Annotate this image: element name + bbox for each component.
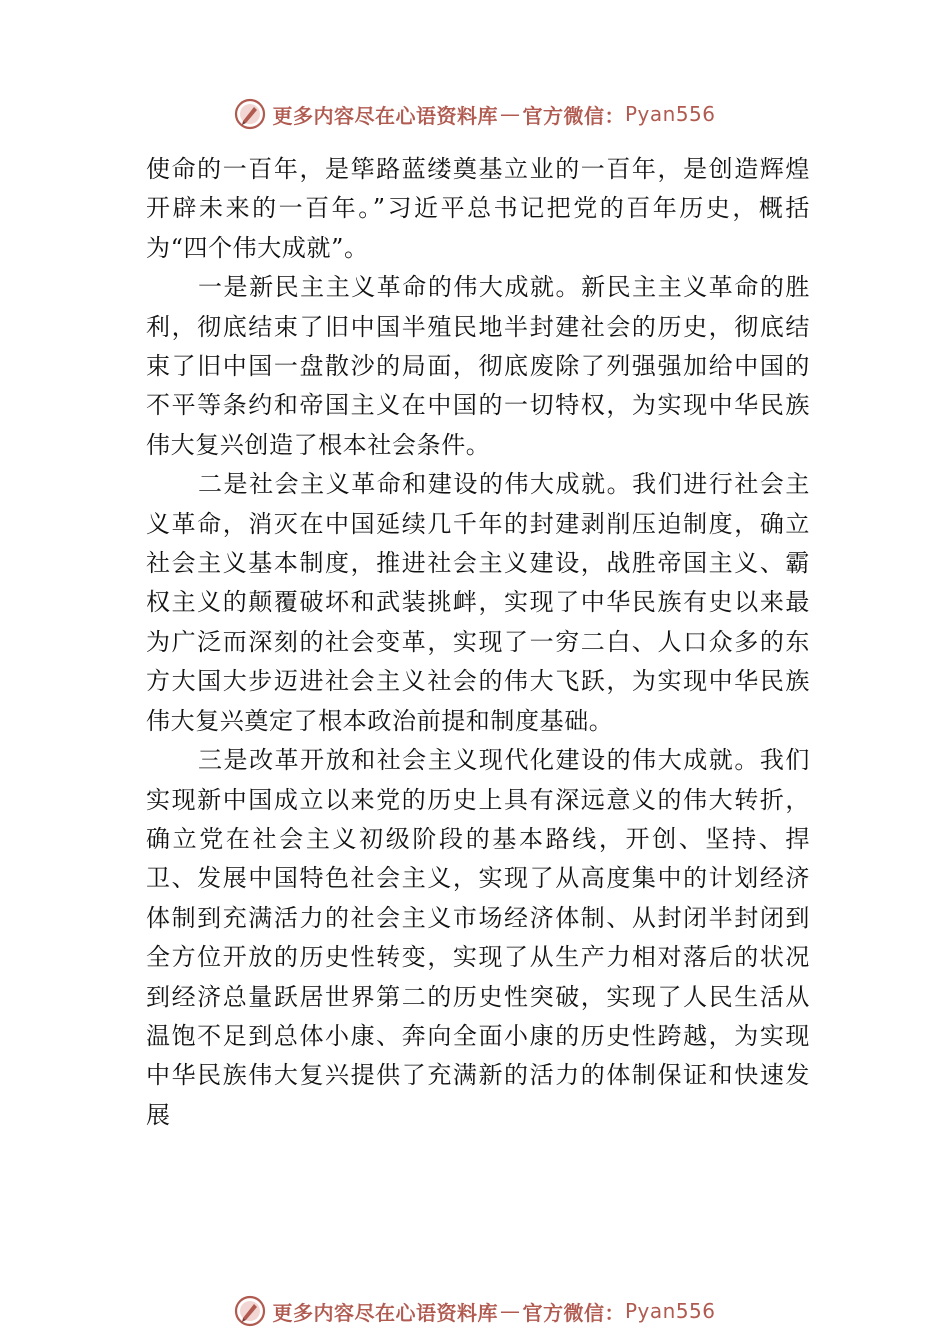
footer-banner-separator: — [499,1299,521,1323]
footer-banner-text: 更多内容尽在心语资料库 [272,1300,498,1325]
header-banner-separator: — [499,102,521,126]
footer-banner-label: 官方微信： [522,1300,625,1325]
pen-badge-icon [234,98,266,130]
paragraph-achievement-two: 二是社会主义革命和建设的伟大成就。我们进行社会主义革命，消灭在中国延续几千年的封建剥削压迫制度，确立社会主义基本制度，推进社会主义建设，战胜帝国主义、霸权主义的颠覆破坏和武装挑衅，实现了中华民族有史以来最为广泛而深刻的社会变革，实现了一穷二白、人口众多的东方大国大步迈进社会主义社会的伟大飞跃，为实现中华民族伟大复兴奠定了根本政治前提和制度基础。 [146,470,810,735]
pen-badge-icon [234,1295,266,1327]
paragraph-achievement-three: 三是改革开放和社会主义现代化建设的伟大成就。我们实现新中国成立以来党的历史上具有深远意义的伟大转折，确立党在社会主义初级阶段的基本路线，开创、坚持、捍卫、发展中国特色社会主义，实现了从高度集中的计划经济体制到充满活力的社会主义市场经济体制、从封闭半封闭到全方位开放的历史性转变，实现了从生产力相对落后的状况到经济总量跃居世界第二的历史性突破，实现了人民生活从温饱不足到总体小康、奔向全面小康的历史性跨越，为实现中华民族伟大复兴提供了充满新的活力的体制保证和快速发展 [146,746,810,1129]
header-banner-text: 更多内容尽在心语资料库 [272,103,498,128]
document-body [146,150,810,1135]
footer-banner-account: Pyan556 [624,1299,716,1323]
header-banner [0,95,950,133]
paragraph-achievement-one: 一是新民主主义革命的伟大成就。新民主主义革命的胜利，彻底结束了旧中国半殖民地半封建社会的历史，彻底结束了旧中国一盘散沙的局面，彻底废除了列强强加给中国的不平等条约和帝国主义在中国的一切特权，为实现中华民族伟大复兴创造了根本社会条件。 [146,273,810,459]
paragraph-continued: 使命的一百年，是筚路蓝缕奠基立业的一百年，是创造辉煌开辟未来的一百年。”习近平总书记把党的百年历史，概括为“四个伟大成就”。 [146,155,810,262]
footer-banner [0,1292,950,1330]
header-banner-label: 官方微信： [522,103,625,128]
header-banner-account: Pyan556 [624,102,716,126]
